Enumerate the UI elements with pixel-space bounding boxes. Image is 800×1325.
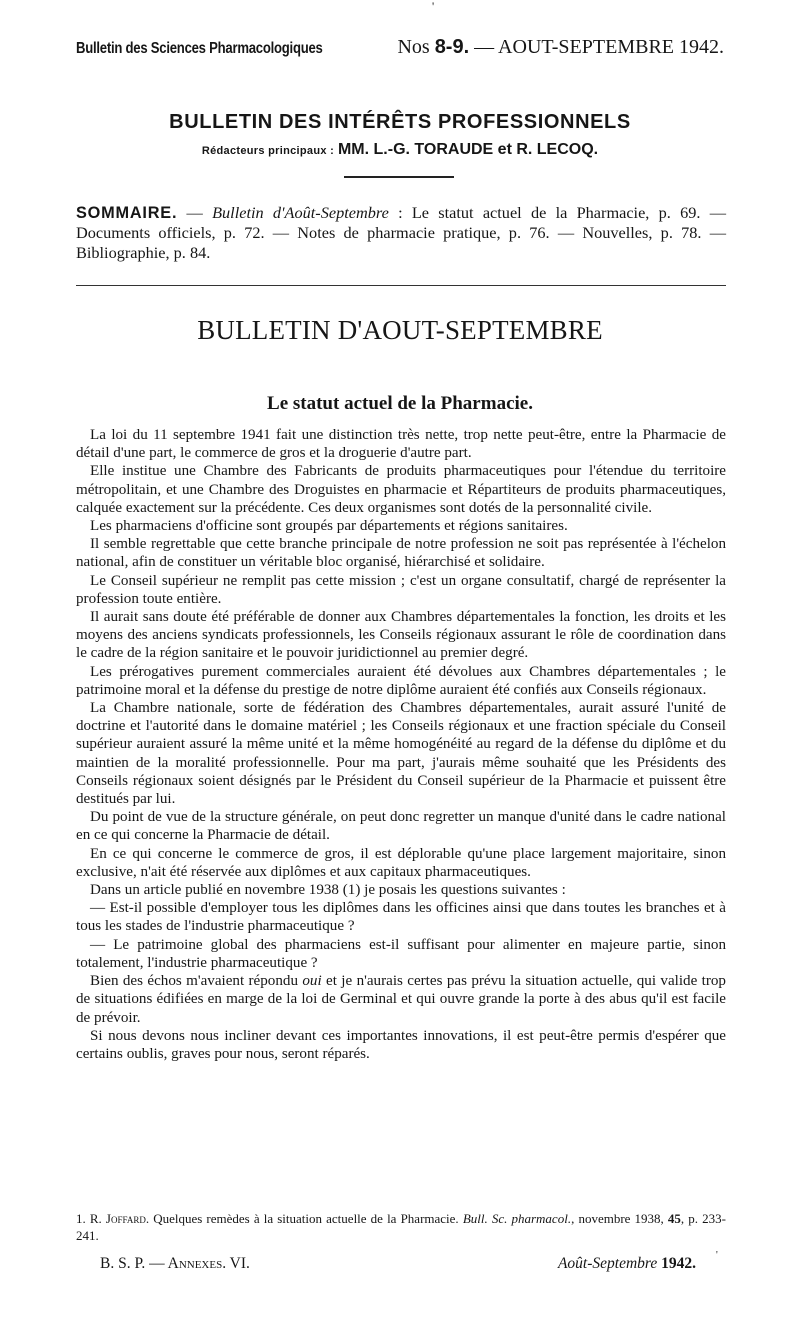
issue-prefix: Nos	[397, 36, 430, 58]
footnote-volume: 45	[667, 1211, 681, 1226]
paragraph: Les prérogatives purement commerciales auraient été dévolues aux Chambres départementales ; le patrimoine moral et la défense du prestige de notre diplôme auraient été confiés aux Conseils régionaux.	[76, 663, 726, 698]
paragraph: Elle institue une Chambre des Fabricants de produits pharmaceutiques pour l'étendue du territoire métropolitain, et une Chambre des Droguistes en pharmacie et Répartiteurs de produits pharmaceutiques, calquée exactement sur la précédente. Ces deux organismes sont dotés de la personnalité civile.	[76, 463, 726, 516]
toc-label: SOMMAIRE.	[76, 204, 178, 222]
paragraph: — Est-il possible d'employer tous les diplômes dans les officines ainsi que dans toutes les branches et à tous les stades de l'industrie pharmaceutique ?	[76, 900, 726, 935]
paragraph: Si nous devons nous incliner devant ces importantes innovations, il est peut-être permis d'espérer que certains oublis, graves pour nous, seront réparés.	[76, 1027, 726, 1062]
footer-left: B. S. P. — Annexes. VI.	[100, 1255, 250, 1272]
masthead-title: BULLETIN DES INTÉRÊTS PROFESSIONNELS	[169, 111, 631, 133]
running-header	[76, 36, 724, 66]
paragraph-oui	[76, 972, 726, 1027]
oui-italic: oui	[302, 973, 322, 990]
footnote-author: R. Joffard.	[89, 1211, 150, 1226]
oui-after: et je n'aurais certes pas prévu la situation actuelle, qui valide trop de situations édifiées en marge de la loi de Germinal et qui ouvre grande la porte à des abus qu'il est facile de prévoir.	[76, 973, 726, 1026]
footnote-pages: , p. 233-241.	[76, 1211, 726, 1243]
toc-lead: Bulletin d'Août-Septembre	[212, 203, 389, 222]
scan-mark: '	[432, 0, 435, 13]
scan-mark: '	[716, 1250, 718, 1261]
footnote-number: 1.	[76, 1211, 86, 1226]
footnote-journal: Bull. Sc. pharmacol.	[462, 1211, 572, 1226]
footer-year: 1942.	[661, 1255, 696, 1272]
paragraph: Il semble regrettable que cette branche principale de notre profession ne soit pas représentée à l'échelon national, afin de constituer un véritable bloc organisé, hiérarchisé et solidaire.	[76, 536, 726, 571]
paragraph: En ce qui concerne le commerce de gros, il est déplorable qu'une place largement majoritaire, sinon exclusive, n'ait été réservée aux diplômes et aux capitaux pharmaceutiques.	[76, 845, 726, 880]
footer-date: Août-Septembre	[557, 1255, 658, 1272]
paragraph: Dans un article publié en novembre 1938 (1) je posais les questions suivantes :	[90, 882, 566, 899]
paragraph: La loi du 11 septembre 1941 fait une distinction très nette, trop nette peut-être, entre la Pharmacie de détail d'une part, le commerce de gros et la droguerie d'autre part.	[76, 427, 726, 462]
footnote	[76, 1210, 726, 1244]
divider-short	[344, 176, 454, 178]
footnote-tail: , novembre 1938,	[571, 1211, 668, 1226]
editors-label: Rédacteurs principaux :	[201, 145, 335, 157]
paragraph: Il aurait sans doute été préférable de donner aux Chambres départementales la fonction, les droits et les moyens des anciens syndicats professionnels, les Conseils régionaux assurant le rôle de coordination dans le cadre de la région sanitaire et le pouvoir juridictionnel au premier degré.	[76, 609, 726, 662]
toc-dash: —	[177, 203, 213, 222]
divider-long	[76, 285, 726, 286]
table-of-contents	[76, 203, 726, 263]
editors-names: MM. L.-G. TORAUDE et R. LECOQ.	[337, 141, 599, 158]
toc-entries: : Le statut actuel de la Pharmacie, p. 69. — Documents officiels, p. 72. — Notes de pharmacie pratique, p. 76. — Nouvelles, p. 78. — Bibliographie, p. 84.	[76, 203, 727, 262]
article-title: Le statut actuel de la Pharmacie.	[267, 393, 533, 414]
editors-line	[0, 141, 800, 159]
paragraph: Du point de vue de la structure générale, on peut donc regretter un manque d'unité dans le cadre national en ce qui concerne la Pharmacie de détail.	[76, 809, 726, 844]
issue-info	[397, 36, 724, 59]
paragraph: Les pharmaciens d'officine sont groupés par départements et régions sanitaires.	[90, 518, 568, 535]
paragraph: — Le patrimoine global des pharmaciens est-il suffisant pour alimenter en majeure partie, sinon totalement, l'industrie pharmaceutique ?	[76, 936, 726, 971]
paragraph: La Chambre nationale, sorte de fédération des Chambres départementales, aurait assuré l'unité de doctrine et l'autorité dans le domaine matériel ; les Conseils régionaux et une fraction spéciale du Conseil supérieur auraient assuré la même unité et la même homogénéité au regard de la défense du diplôme et du maintien de la moralité professionnelle. Pour ma part, j'aurais même souhaité que les Présidents des Conseils régionaux soient désignés par le Président du Conseil supérieur de la Pharmacie et puissent être destitués par lui.	[76, 700, 726, 808]
journal-name: Bulletin des Sciences Pharmacologiques	[76, 40, 323, 57]
section-title: BULLETIN D'AOUT-SEPTEMBRE	[197, 315, 603, 345]
running-footer	[100, 1255, 696, 1273]
issue-date: — AOUT-SEPTEMBRE 1942.	[474, 36, 724, 58]
article-body	[76, 426, 726, 1063]
issue-number: 8-9.	[434, 36, 470, 58]
footer-right	[558, 1255, 696, 1273]
paragraph: Le Conseil supérieur ne remplit pas cette mission ; c'est un organe consultatif, chargé de représenter la profession toute entière.	[76, 572, 726, 607]
oui-before: Bien des échos m'avaient répondu	[90, 973, 303, 990]
footnote-text: Quelques remèdes à la situation actuelle de la Pharmacie.	[149, 1211, 463, 1226]
